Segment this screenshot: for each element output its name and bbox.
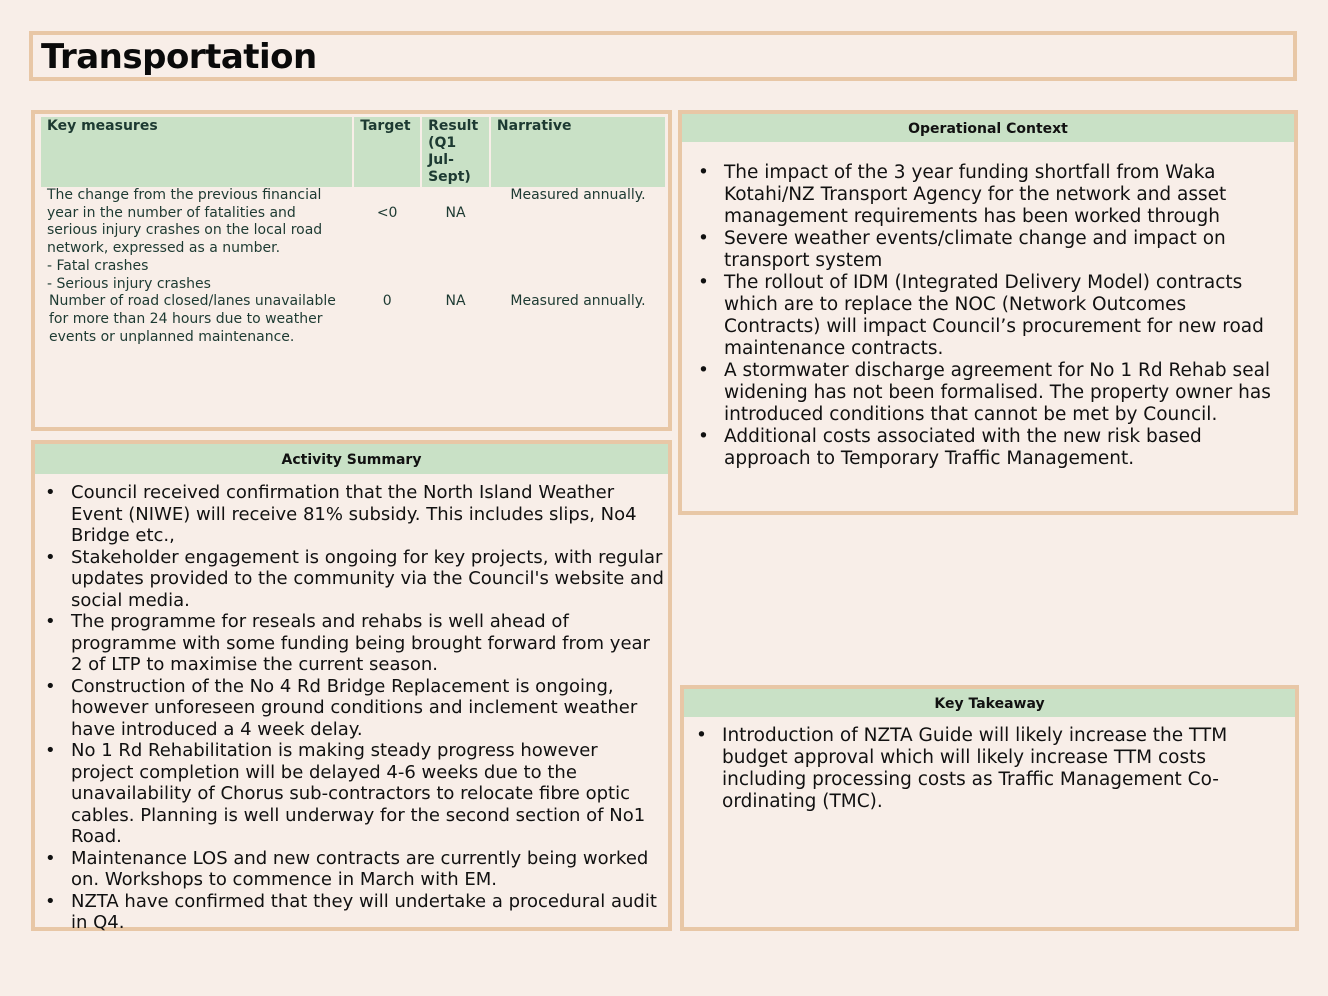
list-item: • Stakeholder engagement is ongoing for key projects, with regular updates provided to the community via the Council's website and social media.	[45, 547, 665, 612]
operational-context-panel	[678, 110, 1298, 515]
list-item: • Council received confirmation that the North Island Weather Event (NIWE) will receive 81% subsidy. This includes slips, No4 Bridge etc.,	[45, 482, 665, 547]
measure-text: The change from the previous financial year in the number of fatalities and serious injury crashes on the local road network, expressed as a number.	[47, 187, 323, 257]
list-item: • Additional costs associated with the new risk based approach to Temporary Traffic Management.	[698, 426, 1278, 470]
result-cell: NA	[445, 293, 466, 310]
target-cell: 0	[382, 293, 392, 310]
operational-context-list	[698, 162, 1278, 470]
list-item: • Construction of the No 4 Rd Bridge Replacement is ongoing, however unforeseen ground conditions and inclement weather have introduced a 4 week delay.	[45, 676, 665, 741]
result-cell: NA	[445, 205, 466, 221]
list-item: • Introduction of NZTA Guide will likely increase the TTM budget approval which will likely increase TTM costs including processing costs as Traffic Management Co-ordinating (TMC).	[696, 725, 1286, 813]
key-takeaway-heading: Key Takeaway	[684, 689, 1295, 717]
measure-subitem: - Serious injury crashes	[47, 275, 211, 292]
narrative-cell: Measured annually.	[510, 293, 646, 310]
activity-summary-list	[45, 482, 665, 934]
table-row	[41, 293, 665, 346]
activity-summary-heading: Activity Summary	[35, 444, 668, 474]
key-takeaway-panel	[680, 685, 1299, 931]
list-item: • The programme for reseals and rehabs is well ahead of programme with some funding being brought forward from year 2 of LTP to maximise the current season.	[45, 611, 665, 676]
activity-summary-panel	[31, 440, 672, 931]
key-takeaway-list	[696, 725, 1286, 813]
list-item: • A stormwater discharge agreement for No 1 Rd Rehab seal widening has not been formalised. The property owner has introduced conditions that cannot be met by Council.	[698, 360, 1278, 426]
narrative-cell: Measured annually.	[510, 187, 646, 203]
key-measures-header-row	[41, 117, 665, 187]
operational-context-heading: Operational Context	[682, 114, 1294, 142]
target-cell: <0	[376, 205, 398, 221]
list-item: • The rollout of IDM (Integrated Delivery Model) contracts which are to replace the NOC (Network Outcomes Contracts) will impact Council’s procurement for new road maintenance contracts.	[698, 272, 1278, 360]
measure-text: Number of road closed/lanes unavailable for more than 24 hours due to weather events or unplanned maintenance.	[49, 293, 336, 345]
header-result: Result (Q1 Jul-Sept)	[422, 117, 489, 187]
list-item: • Severe weather events/climate change and impact on transport system	[698, 228, 1278, 272]
title-box	[29, 31, 1297, 81]
header-key-measures: Key measures	[41, 117, 352, 187]
measure-cell	[41, 293, 352, 346]
header-target: Target	[354, 117, 420, 187]
measure-cell	[41, 187, 352, 293]
key-measures-table	[39, 117, 667, 346]
table-row	[41, 187, 665, 293]
page-title: Transportation	[41, 37, 317, 77]
list-item: • The impact of the 3 year funding shortfall from Waka Kotahi/NZ Transport Agency for the network and asset management requirements has been worked through	[698, 162, 1278, 228]
header-narrative: Narrative	[491, 117, 665, 187]
measure-subitem: - Fatal crashes	[47, 257, 149, 274]
list-item: • Maintenance LOS and new contracts are currently being worked on. Workshops to commence in March with EM.	[45, 848, 665, 891]
list-item: • NZTA have confirmed that they will undertake a procedural audit in Q4.	[45, 891, 665, 934]
list-item: • No 1 Rd Rehabilitation is making steady progress however project completion will be delayed 4-6 weeks due to the unavailability of Chorus sub-contractors to relocate fibre optic cables. Planning is well underway for the second section of No1 Road.	[45, 740, 665, 848]
key-measures-panel	[31, 110, 672, 431]
